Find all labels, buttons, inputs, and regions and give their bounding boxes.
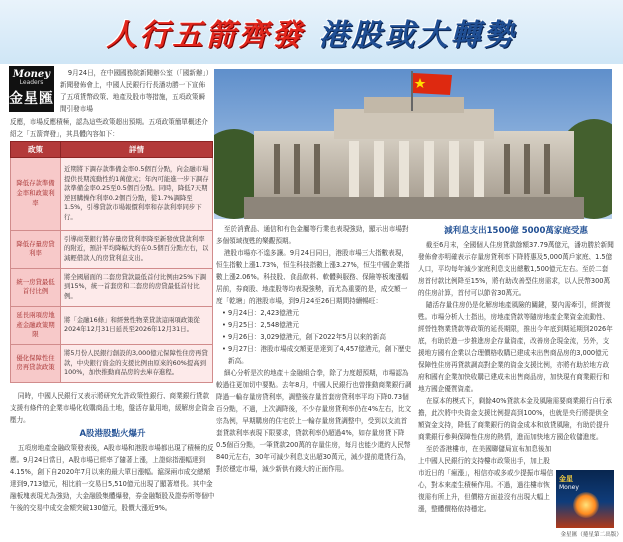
lead-paragraph bbox=[60, 67, 210, 115]
money-leaders-logo bbox=[9, 66, 54, 112]
table-row bbox=[11, 230, 213, 268]
body-left-paragraph-2: 五項房地產金融政策發表後，A股市場和港股市場都出現了積極的反應。9月24日當日，A股市場已經率了隨著上漲，上證綜指漲幅達到4.15%，創下自2020年7月以來的最大單日漲幅。滬深兩市成交總額達到9,713億元，相比前一交易日5,510億元出現了顯著增長。其中金融板塊表現尤為強勁，大金融股集體爆發，券金融類股及證券所等個中午後的交易中成交金額突破130億元，股價大漲近9%。 bbox=[10, 444, 215, 512]
col3-paragraph-1: 截至6月末，全國個人住房貸款餘額37.79萬億元，潘功勝於新聞發佈會亦明確表示存量房貸利率下降將惠及5,000萬戶家庭、1.5億人口，平均每年減少家庭利息支出總數1,500億元左右。至於二套房首付款比例降至15%，將有助改善型住房需求，以人民幣300萬的住房計算，首付可以節省30萬元。 bbox=[418, 241, 614, 297]
logo-line-3: 金星匯 bbox=[9, 91, 54, 107]
logo-line-2: Leaders bbox=[19, 79, 44, 86]
lead-text: 9月24日，在中國國務院新聞辦公室（「國新辦」）新聞發佈會上，中國人民銀行行長潘功勝一下宣佈了五項貨幣政策、地產及股市等措施，五項政策瞬間引發市場 bbox=[60, 69, 210, 113]
col2-paragraph-2: 港股市場亦不遑多讓。9月24日同日，港股市場三大指數表現，恒生指數上漲1.73%，恒生科技指數上漲3.27%，恒生中國企業指數上漲2.06%。科技股、食品飲料、軟體與服務、保險等板塊漲幅居前，券商股、地產股等均表現強勢，而尤為重要的是，成交額一度「乾塘」的港股市場，到9月24至26日期間持續暢旺： bbox=[216, 249, 410, 305]
policy-table bbox=[10, 141, 213, 383]
logo-line-1: Money bbox=[12, 69, 51, 80]
detail-cell: 將5月份人民銀行創設的3,000億元保障性住房再貸款，中央銀行資金的支援比例由原來的60%提高到100%，加快推動商品房的去庫存進程。 bbox=[61, 344, 213, 382]
lead-paragraph-continued bbox=[10, 116, 210, 140]
col2-paragraph-3: 細心分析是次的地產＋金融組合拳，除了力度超預期，市場認為較過往更加切中要點。去年8月，中國人民銀行也曾推動商業銀行調降過一輪存量房貸利率，調整後存量首套房貸利率平均下降0.73個百分點，不過，上次調降後，不少存量房貸利率仍在4%左右，比文宗為例，早期購房的住宅於上一輪存量房貸調整中，受到以支流首套貸款利率表現下限要求，貸款利率仍超過4%，如存量房貸下降0.5個百分點，一筆貸款200萬的存量住房，每月也能少還約人民幣840元左右，30年可減少利息支出超30萬元，減少提前還貸行為，對於穩定市場，減少新供有錢大的正面作用。 bbox=[216, 369, 412, 473]
list-item: • 9月25日：2,548億港元 bbox=[222, 321, 300, 329]
book-caption: 金星匯（捲星第二出版） bbox=[560, 532, 622, 538]
subhead-interest-savings: 減利息支出1500億 5000萬家庭受惠 bbox=[444, 226, 588, 236]
headline-part-1: 人行五箭齊發 bbox=[106, 18, 305, 53]
table-row bbox=[11, 344, 213, 382]
lead-text-continued: 反應，市場反應積極，認為這些政策超出預期。五項政策簡單概述介紹之「五箭齊發」，其具體內容如下： bbox=[10, 118, 208, 138]
table-row bbox=[11, 268, 213, 306]
detail-cell: 近期將下調存款準備金率0.5個百分點，向金融市場提供長期流動性約1萬億元；年內可能進一步下調存款準備金率0.25至0.5個百分點。同時，降低7天期逆回購操作利率0.2個百分點，從1.7%調降至1.5%，引導貸款市場報價利率和存款利率同步下行。 bbox=[61, 158, 213, 231]
explosion-graphic bbox=[573, 492, 599, 518]
book-subtitle: Money bbox=[559, 484, 579, 491]
policy-cell: 降低存量房貸利率 bbox=[11, 230, 61, 268]
turnover-list bbox=[216, 307, 413, 367]
col2-paragraph-1: 至於消費品、通信和有色金屬等行業也表現強勁，顯示出市場對多個領域復甦的樂觀預期。 bbox=[216, 225, 409, 245]
subhead-a-shares: A股港股點火爆升 bbox=[79, 429, 146, 439]
table-row bbox=[11, 158, 213, 231]
policy-cell: 統一房貸最低首付比例 bbox=[11, 268, 61, 306]
list-item: • 9月26日：3,029億港元，創下2022年5月以來的新高 bbox=[222, 333, 386, 341]
header-policy: 政策 bbox=[11, 142, 61, 158]
middle-column bbox=[216, 223, 413, 475]
col3-paragraph-4: 至於香港樓市，在美國聯儲局宣布加息後加上中國人民銀行的支持樓市政策出手，加上股市近日的「瘋漲」，相信亦或多或少提振市場信心，對本來產生積極作用。不過，過往樓市恢復需有所上升，但價格方面並沒有出現大幅上漲，整體價格依持穩定。 bbox=[418, 445, 554, 513]
header-detail: 詳情 bbox=[61, 142, 213, 158]
col3-paragraph-2: 隨活存量住房仍是化解房地產風險的關鍵，要內需牽引，經濟復甦。市場分析人士指出，房地產貸款等隨房地產企業資金流動性、經營性物業貸款等政策的延長期限，推出今年底到期延期到2026年底，有助於進一步推進房企存量資產，改善房企現金流，另外，支援地方國有企業以合理價格收購已建成未出售商品房的3,000億元保障性住房再貸款調高對企業的資金支援比例，亦將有助於地方政府和國有企業加快收購已建成未出售商品房，加快現有商業銀行和地方國企優質資產。 bbox=[418, 301, 613, 393]
policy-table-header-row bbox=[11, 142, 213, 158]
policy-cell: 延長兩項房地產金融政策期限 bbox=[11, 306, 61, 344]
detail-cell: 將「金融16條」和經營性物業貸款這兩項政策從2024年12月31日延長至2026年12月31日。 bbox=[61, 306, 213, 344]
detail-cell: 引導商業銀行將存量房貸利率降至新發放貸款利率的附近，預計平均降幅大約在0.5個百分點左右，以減輕借款人的房貸利息支出。 bbox=[61, 230, 213, 268]
turnover-item: 9月27日：港股市場成交額更是達到了4,457億港元，創下歷史新高。 bbox=[228, 345, 412, 365]
headline bbox=[0, 0, 623, 64]
turnover-item: 9月24日：2,423億港元 bbox=[228, 309, 300, 317]
body-left-column bbox=[10, 390, 215, 514]
policy-cell: 優化保障性住房再貸款政策 bbox=[11, 344, 61, 382]
headline-part-2: 港股或大轉勢 bbox=[318, 18, 517, 53]
turnover-item: 9月25日：2,548億港元 bbox=[228, 321, 300, 329]
body-left-paragraph-1: 同時，中國人民銀行又表示將研究允許政策性銀行、商業銀行貸款支援有條件的企業市場化收購商品土地，盤活存量用地，緩解房企資金壓力。 bbox=[10, 392, 215, 424]
book-cover-image bbox=[556, 470, 614, 528]
list-item: • 9月24日：2,423億港元 bbox=[222, 309, 300, 317]
col3-paragraph-3: 在原本的模式下，剩餘40%貸款本金及風險需要商業銀行自行承擔，此次將中央資金支援比例提高到100%，也就是央行將提供全額資金支持，降低了商業銀行的資金成本和放貸風險，有助於提升商業銀行參與保障性住房的熱情，進而加快地方國企收儲進度。 bbox=[418, 397, 612, 441]
detail-cell: 將全國層面的二套房貸款最低首付比例由25%下調到15%，統一首套房和二套房的房貸最低首付比例。 bbox=[61, 268, 213, 306]
book-title: 金星 bbox=[559, 475, 573, 483]
pboc-building-image bbox=[214, 69, 612, 219]
pboc-building-photo bbox=[214, 69, 612, 219]
list-item: • 9月27日：港股市場成交額更是達到了4,457億港元，創下歷史新高。 bbox=[222, 345, 412, 365]
turnover-item: 9月26日：3,029億港元，創下2022年5月以來的新高 bbox=[228, 333, 386, 341]
table-row bbox=[11, 306, 213, 344]
policy-cell: 降低存款準備金率和政策利率 bbox=[11, 158, 61, 231]
